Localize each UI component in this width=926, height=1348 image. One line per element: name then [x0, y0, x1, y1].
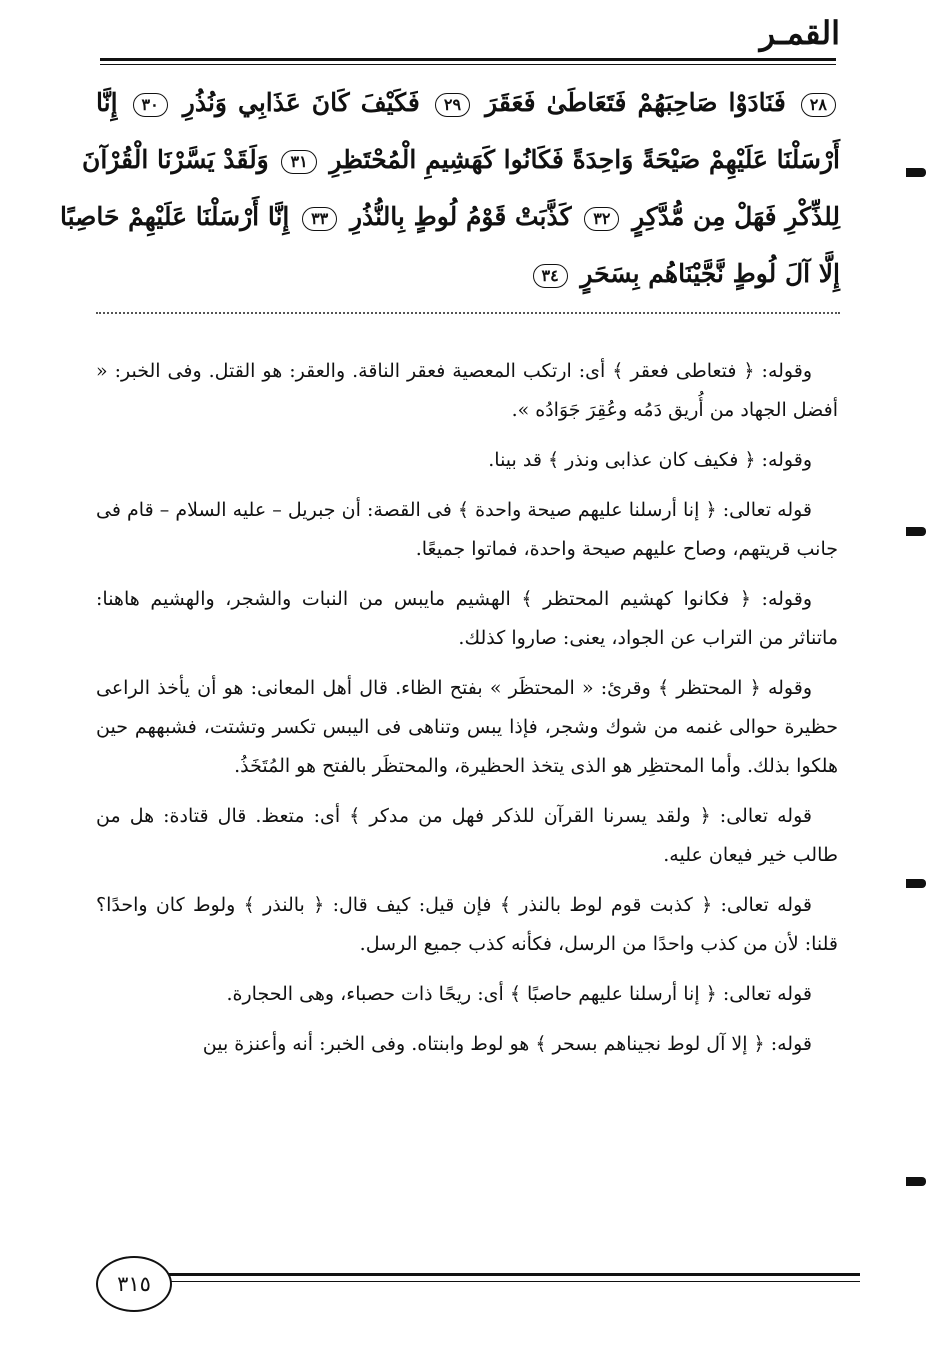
commentary-paragraph: وقوله: ﴿ فكيف كان عذابى ونذر ﴾ قد بينا. [488, 449, 812, 471]
quran-line [81, 131, 840, 188]
dotted-separator [96, 312, 840, 314]
commentary-paragraph: قوله تعالى: ﴿ إنا أرسلنا عليهم حاصبًا ﴾ أى: ريحًا ذات حصباء، وهى الحجارة. [226, 983, 812, 1005]
verse-text: إِلَّا آلَ لُوطٍ نَّجَّيْنَاهُم بِسَحَرٍ [571, 259, 840, 288]
ayah-number-marker: ٣١ [281, 150, 316, 174]
commentary-paragraph: قوله تعالى: ﴿ إنا أرسلنا عليهم صيحة واحدة ﴾ فى القصة: أن جبريل – عليه السلام – قام فى جانب قريتهم، وصاح عليهم صيحة واحدة، فماتوا جميعًا. [96, 499, 838, 560]
ayah-number-marker: ٣٣ [302, 207, 337, 231]
verse-text: إِنَّا [96, 88, 129, 117]
ayah-number-marker: ٢٨ [801, 93, 836, 117]
header-rule-thin [100, 64, 836, 65]
commentary-paragraph: وقوله ﴿ المحتظر ﴾ وقرئ: « المحتظَر » بفتح الظاء. قال أهل المعانى: هو أن يأخذ الراعى حظيرة حوالى غنمه من شوك وشجر، فإذا يبس وتناهى فى اليبس تكسر وتشتت، فشبههم حين هلكوا بذلك. وأما المحتظِر هو الذى يتخذ الحظيرة، والمحتظَر بالفتح هو المُتَخَذُ. [96, 677, 838, 777]
margin-tab-mark [906, 168, 926, 177]
ayah-number-marker: ٢٩ [435, 93, 470, 117]
verse-text: كَذَّبَتْ قَوْمُ لُوطٍ بِالنُّذُرِ [341, 202, 581, 231]
ayah-number-marker: ٣٢ [584, 207, 619, 231]
surah-title: القمـر [759, 14, 840, 52]
ayah-number-marker: ٣٠ [133, 93, 168, 117]
verse-text: إِنَّا أَرْسَلْنَا عَلَيْهِمْ حَاصِبًا [59, 202, 299, 231]
commentary-paragraph: قوله تعالى: ﴿ كذبت قوم لوط بالنذر ﴾ فإن قيل: كيف قال: ﴿ بالنذر ﴾ ولوط كان واحدًا؟ قلنا: لأن من كذب واحدًا من الرسل، فكأنه كذب جميع الرسل. [96, 894, 838, 955]
commentary-paragraph: قوله: ﴿ إلا آل لوط نجيناهم بسحر ﴾ هو لوط وابنتاه. وفى الخبر: أنه وأعنزة بين [202, 1033, 812, 1055]
commentary-block [96, 352, 838, 1075]
commentary-paragraph: وقوله: ﴿ فكانوا كهشيم المحتظر ﴾ الهشيم مايبس من النبات والشجر، والهشيم هاهنا: ماتناثر من التراب عن الجواد، يعنى: صاروا كذلك. [96, 588, 838, 649]
page-number: ٣١٥ [96, 1256, 172, 1312]
verse-text: فَنَادَوْا صَاحِبَهُمْ فَتَعَاطَىٰ فَعَقَرَ [474, 88, 797, 117]
margin-tab-mark [906, 879, 926, 888]
quran-verses-block [59, 74, 840, 302]
footer-rule-thin [160, 1281, 860, 1282]
quran-line [96, 245, 840, 302]
header-rule [100, 58, 836, 61]
verse-text: وَلَقَدْ يَسَّرْنَا الْقُرْآنَ [81, 145, 278, 174]
verse-text: لِلذِّكْرِ فَهَلْ مِن مُّدَّكِرٍ [623, 202, 840, 231]
margin-tab-mark [906, 1177, 926, 1186]
commentary-paragraph: قوله تعالى: ﴿ ولقد يسرنا القرآن للذكر فهل من مدكر ﴾ أى: متعظ. قال قتادة: هل من طالب خير فيعان عليه. [96, 805, 838, 866]
quran-line [96, 74, 840, 131]
commentary-paragraph: وقوله: ﴿ فتعاطى فعقر ﴾ أى: ارتكب المعصية فعقر الناقة. والعقر: هو القتل. وفى الخبر: « أفضل الجهاد من أُريق دَمُه وعُقِرَ جَوَادُه ». [96, 360, 838, 421]
margin-tab-mark [906, 527, 926, 536]
footer-rule [160, 1273, 860, 1276]
verse-text: أَرْسَلْنَا عَلَيْهِمْ صَيْحَةً وَاحِدَةً فَكَانُوا كَهَشِيمِ الْمُحْتَظِرِ [320, 145, 840, 174]
verse-text: فَكَيْفَ كَانَ عَذَابِي وَنُذُرِ [171, 88, 431, 117]
ayah-number-marker: ٣٤ [533, 264, 568, 288]
quran-line [59, 188, 840, 245]
